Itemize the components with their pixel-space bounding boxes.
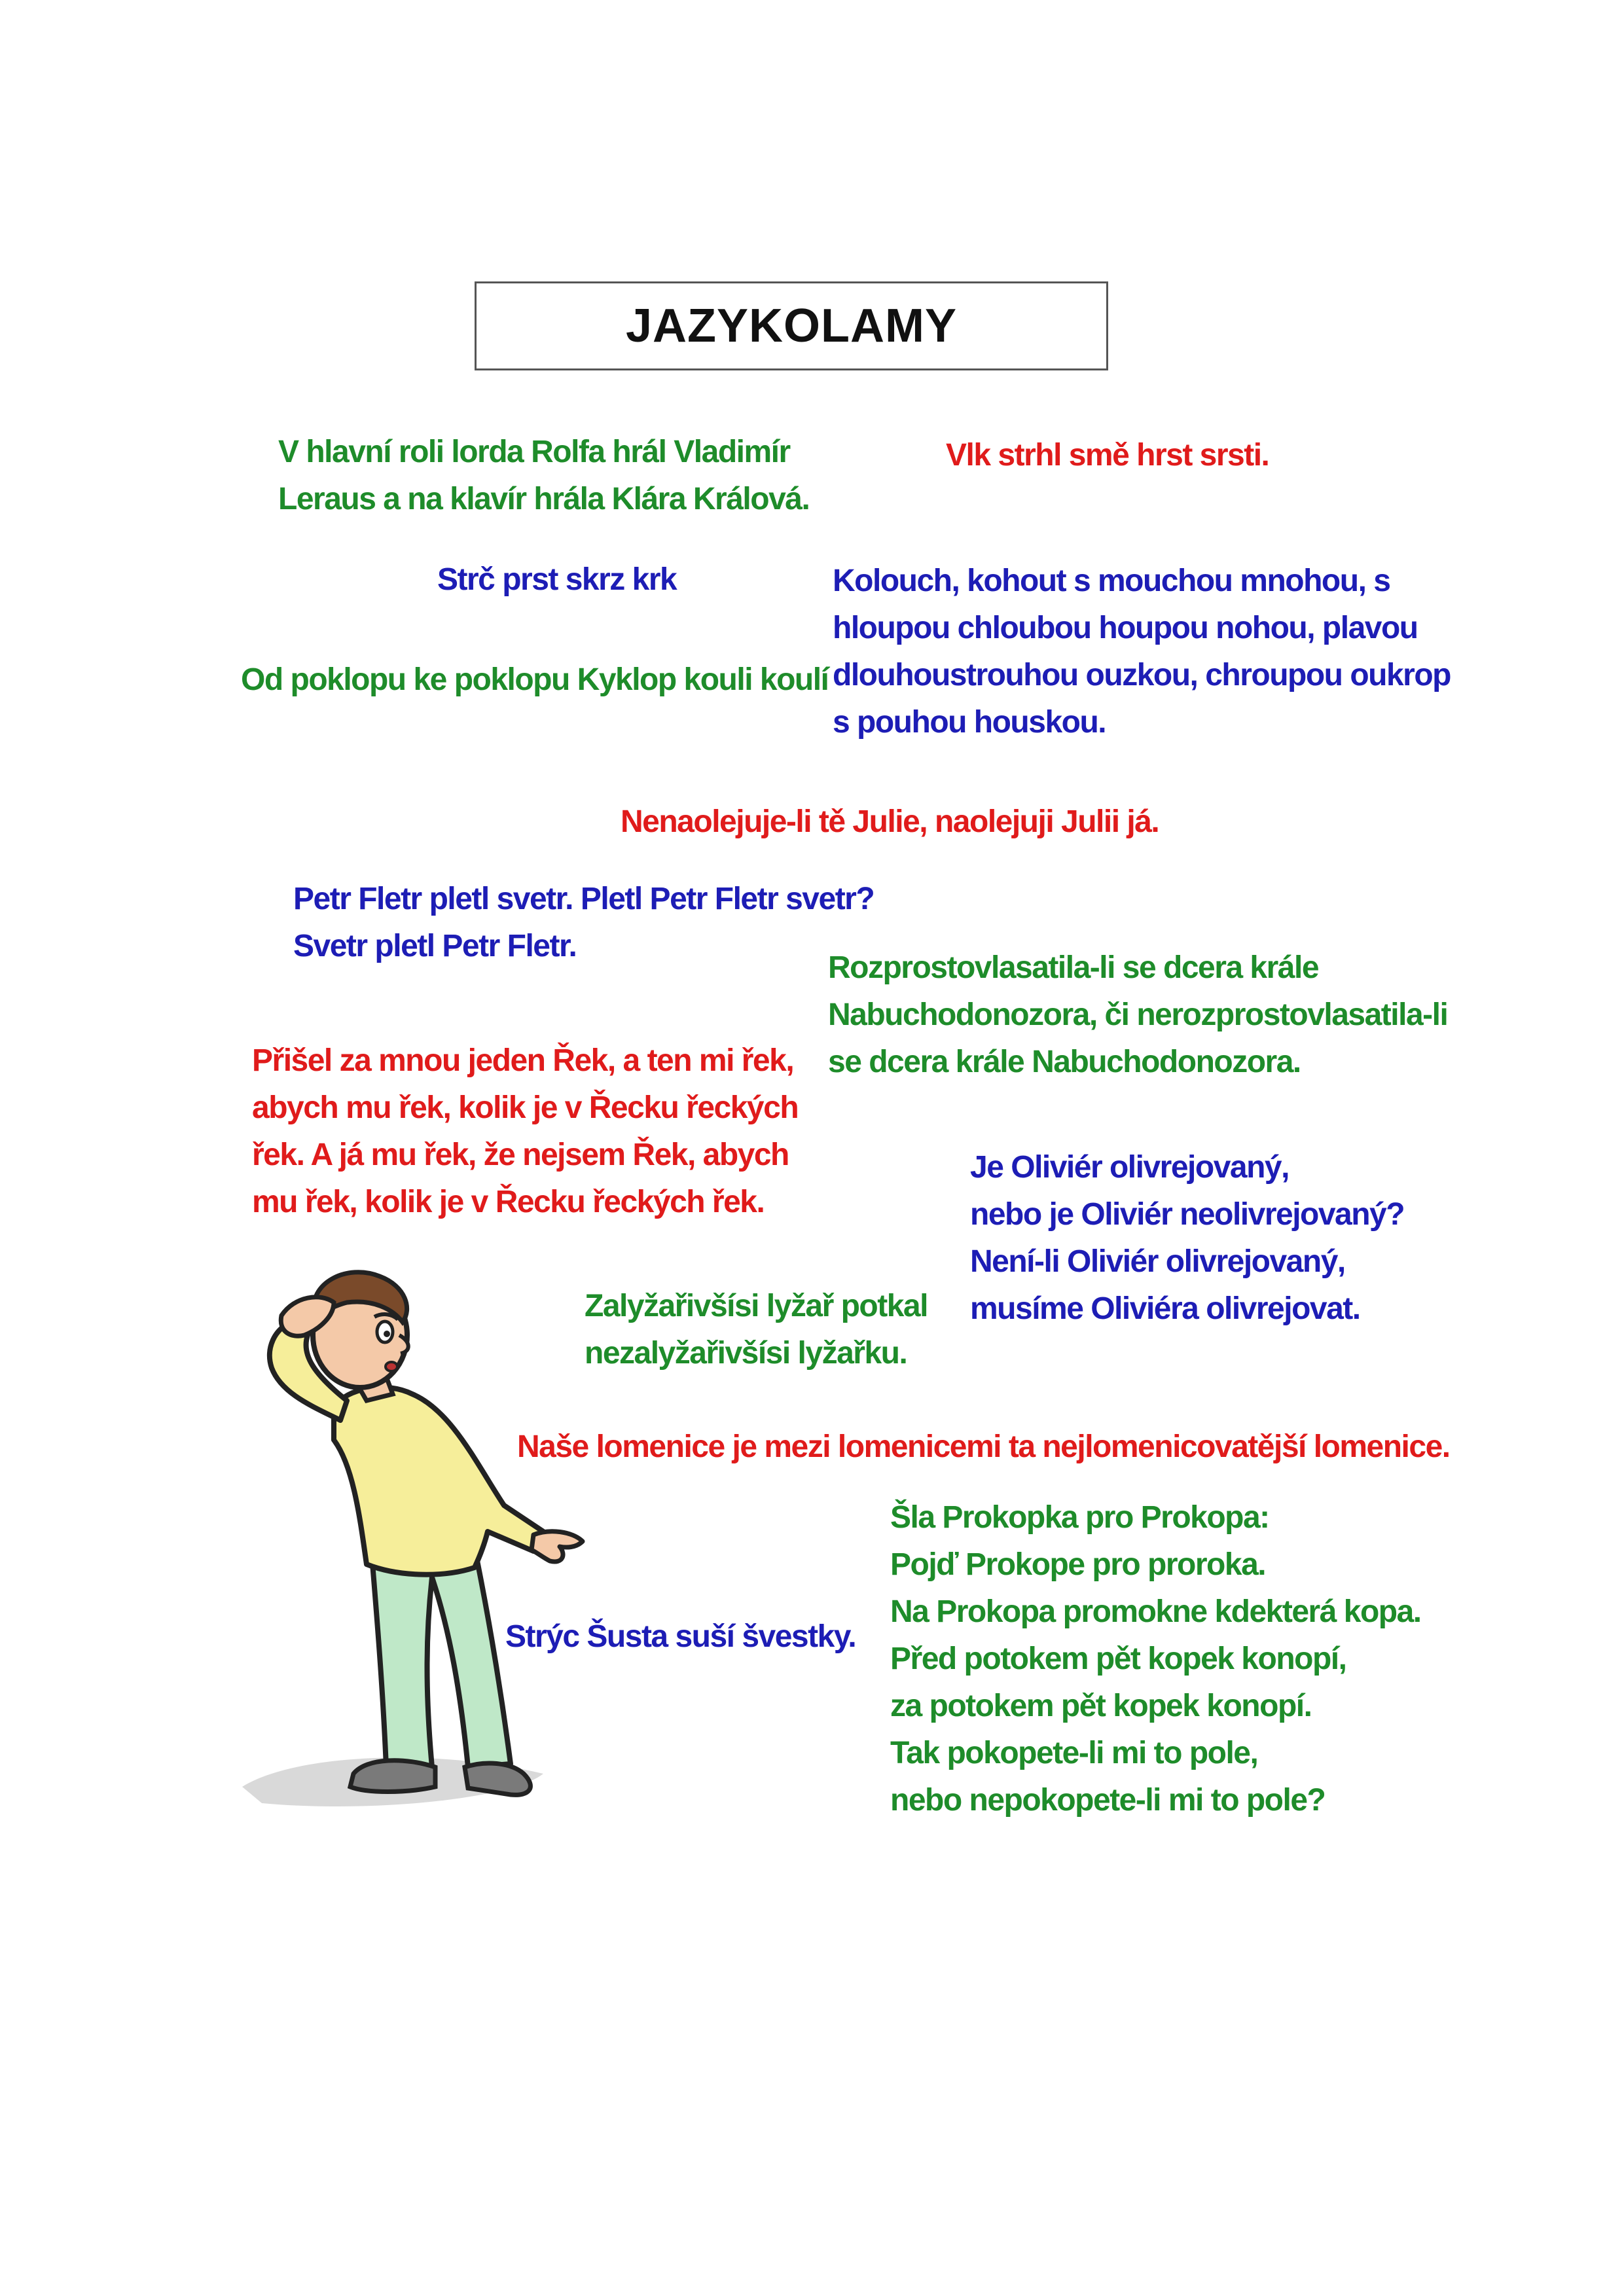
twister-line: Šla Prokopka pro Prokopa: xyxy=(890,1500,1269,1535)
twister-lomenice xyxy=(517,1424,1450,1471)
mouth xyxy=(386,1362,397,1371)
twister-line: Naše lomenice je mezi lomenicemi ta nejlomenicovatější lomenice. xyxy=(517,1429,1450,1464)
twister-kyklop xyxy=(241,656,828,704)
twister-line: abych mu řek, kolik je v Řecku řeckých xyxy=(252,1090,799,1125)
twister-line: řek. A já mu řek, že nejsem Řek, abych xyxy=(252,1138,789,1172)
twister-line: za potokem pět kopek konopí. xyxy=(890,1689,1312,1723)
twister-strc-prst xyxy=(437,556,676,603)
open-hand xyxy=(532,1532,583,1562)
twister-petr-fletr xyxy=(293,876,874,970)
twister-line: Rozprostovlasatila-li se dcera krále xyxy=(828,950,1319,985)
twister-line: Od poklopu ke poklopu Kyklop kouli koulí xyxy=(241,662,829,697)
twister-line: Tak pokopete-li mi to pole, xyxy=(890,1736,1258,1770)
twister-line: mu řek, kolik je v Řecku řeckých řek. xyxy=(252,1185,765,1219)
twister-lyzar xyxy=(585,1283,928,1377)
twister-line: nebo je Oliviér neolivrejovaný? xyxy=(970,1197,1405,1232)
title-box xyxy=(475,281,1108,370)
twister-line: se dcera krále Nabuchodonozora. xyxy=(828,1045,1301,1079)
twister-line: Není-li Oliviér olivrejovaný, xyxy=(970,1244,1345,1279)
left-shoe xyxy=(350,1761,435,1792)
shirt xyxy=(334,1388,543,1575)
twister-line: hloupou chloubou houpou nohou, plavou xyxy=(833,611,1418,645)
twister-line: s pouhou houskou. xyxy=(833,705,1106,740)
twister-olivier xyxy=(970,1144,1404,1333)
twister-lord-rolf xyxy=(278,429,809,523)
twister-line: musíme Oliviéra olivrejovat. xyxy=(970,1291,1360,1326)
twister-line: dlouhoustrouhou ouzkou, chroupou oukrop xyxy=(833,658,1451,692)
twister-line: Přišel za mnou jeden Řek, a ten mi řek, xyxy=(252,1043,794,1078)
twister-line: Nabuchodonozora, či nerozprostovlasatila-li xyxy=(828,997,1448,1032)
twister-line: Strč prst skrz krk xyxy=(437,562,677,597)
twister-line: nebo nepokopete-li mi to pole? xyxy=(890,1783,1326,1818)
twister-vlk xyxy=(946,432,1269,479)
twister-line: Nenaolejuje-li tě Julie, naolejuji Julii já. xyxy=(621,804,1159,839)
right-shoe xyxy=(465,1763,530,1795)
twister-line: Svetr pletl Petr Fletr. xyxy=(293,929,577,963)
twister-prokop xyxy=(890,1494,1421,1824)
twister-line: Zalyžařivšísi lyžař potkal xyxy=(585,1289,928,1323)
twister-julie xyxy=(621,798,1159,846)
page-title: JAZYKOLAMY xyxy=(625,300,958,352)
twister-line: nezalyžařivšísi lyžařku. xyxy=(585,1336,907,1371)
twister-line: Vlk strhl smě hrst srsti. xyxy=(946,438,1269,473)
twister-line: Pojď Prokope pro proroka. xyxy=(890,1547,1266,1582)
twister-line: Leraus a na klavír hrála Klára Králová. xyxy=(278,482,810,516)
puzzled-man-illustration xyxy=(236,1270,602,1833)
twister-nabuchodonozor xyxy=(828,944,1447,1086)
twister-rek xyxy=(252,1037,798,1226)
twister-line: V hlavní roli lorda Rolfa hrál Vladimír xyxy=(278,435,790,469)
twister-line: Strýc Šusta suší švestky. xyxy=(505,1619,856,1654)
twister-line: Na Prokopa promokne kdekterá kopa. xyxy=(890,1594,1421,1629)
twister-line: Je Oliviér olivrejovaný, xyxy=(970,1150,1289,1185)
twister-kolouch xyxy=(833,558,1451,746)
twister-line: Před potokem pět kopek konopí, xyxy=(890,1641,1346,1676)
twister-line: Petr Fletr pletl svetr. Pletl Petr Fletr svetr? xyxy=(293,882,875,916)
twister-line: Kolouch, kohout s mouchou mnohou, s xyxy=(833,564,1390,598)
